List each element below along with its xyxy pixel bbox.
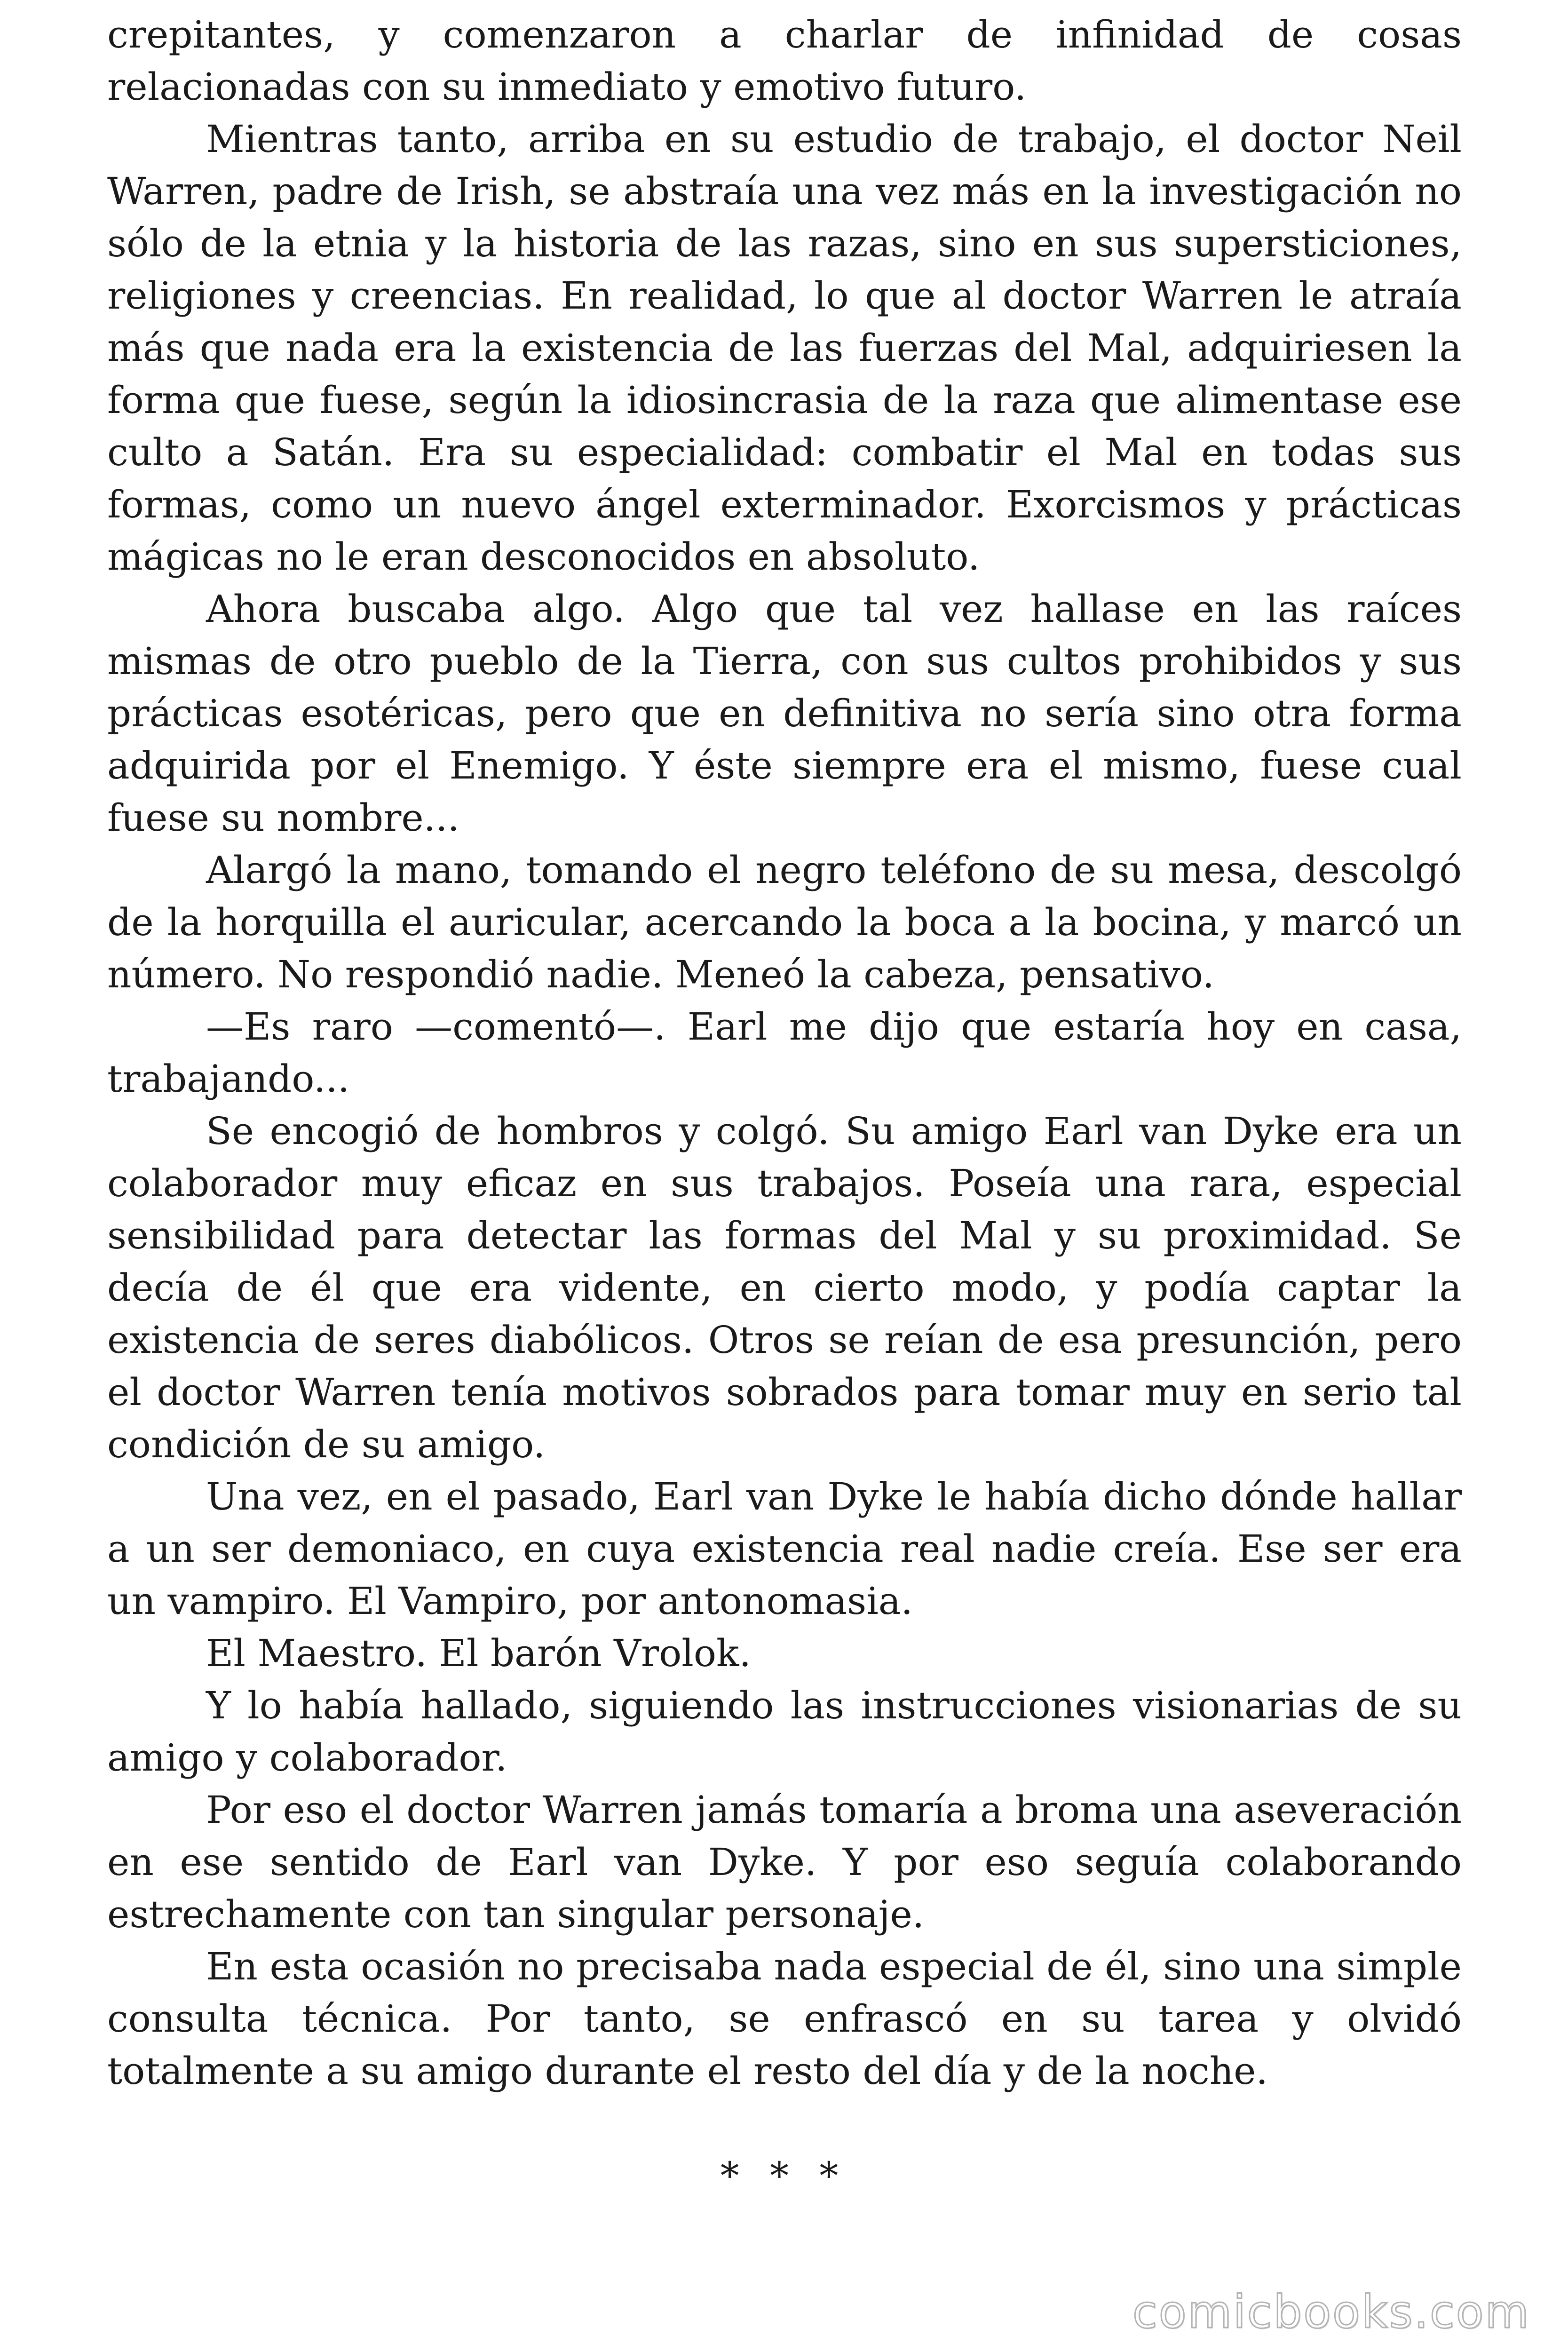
paragraph-9: Y lo había hallado, siguiendo las instrucciones visionarias de su amigo y colaborador. <box>107 1684 1462 1780</box>
section-separator: * * * <box>720 2154 848 2198</box>
page-body <box>107 8 1462 2097</box>
paragraph-11: En esta ocasión no precisaba nada especial de él, sino una simple consulta técnica. Por tanto, se enfrascó en su tarea y olvidó totalmente a su amigo durante el resto del día y de la noche. <box>107 1945 1462 2093</box>
paragraph-7: Una vez, en el pasado, Earl van Dyke le había dicho dónde hallar a un ser demoniaco, en cuya existencia real nadie creía. Ese ser era un vampiro. El Vampiro, por antonomasia. <box>107 1475 1462 1623</box>
paragraph-2: Mientras tanto, arriba en su estudio de trabajo, el doctor Neil Warren, padre de Irish, se abstraía una vez más en la investigación no sólo de la etnia y la historia de las razas, sino en sus supersticiones, religiones y creencias. En realidad, lo que al doctor Warren le atraía más que nada era la existencia de las fuerzas del Mal, adquiriesen la forma que fuese, según la idiosincrasia de la raza que alimentase ese culto a Satán. Era su especialidad: combatir el Mal en todas sus formas, como un nuevo ángel exterminador. Exorcismos y prácticas mágicas no le eran desconocidos en absoluto. <box>107 117 1462 579</box>
paragraph-4: Alargó la mano, tomando el negro teléfono de su mesa, descolgó de la horquilla el auricular, acercando la boca a la bocina, y marcó un número. No respondió nadie. Meneó la cabeza, pensativo. <box>107 848 1462 996</box>
paragraph-10: Por eso el doctor Warren jamás tomaría a broma una aseveración en ese sentido de Earl van Dyke. Y por eso seguía colaborando estrechamente con tan singular personaje. <box>107 1788 1462 1936</box>
watermark-logo: comicbooks.com <box>1132 2286 1530 2338</box>
paragraph-3: Ahora buscaba algo. Algo que tal vez hallase en las raíces mismas de otro pueblo de la Tierra, con sus cultos prohibidos y sus prácticas esotéricas, pero que en definitiva no sería sino otra forma adquirida por el Enemigo. Y éste siempre era el mismo, fuese cual fuese su nombre... <box>107 587 1462 840</box>
paragraph-1: crepitantes, y comenzaron a charlar de infinidad de cosas relacionadas con su inmediato y emotivo futuro. <box>107 13 1462 109</box>
paragraph-5-dialogue: —Es raro —comentó—. Earl me dijo que estaría hoy en casa, trabajando... <box>107 1005 1462 1101</box>
paragraph-6: Se encogió de hombros y colgó. Su amigo Earl van Dyke era un colaborador muy eficaz en sus trabajos. Poseía una rara, especial sensibilidad para detectar las formas del Mal y su proximidad. Se decía de él que era vidente, en cierto modo, y podía captar la existencia de seres diabólicos. Otros se reían de esa presunción, pero el doctor Warren tenía motivos sobrados para tomar muy en serio tal condición de su amigo. <box>107 1109 1462 1466</box>
paragraph-8: El Maestro. El barón Vrolok. <box>206 1631 751 1675</box>
